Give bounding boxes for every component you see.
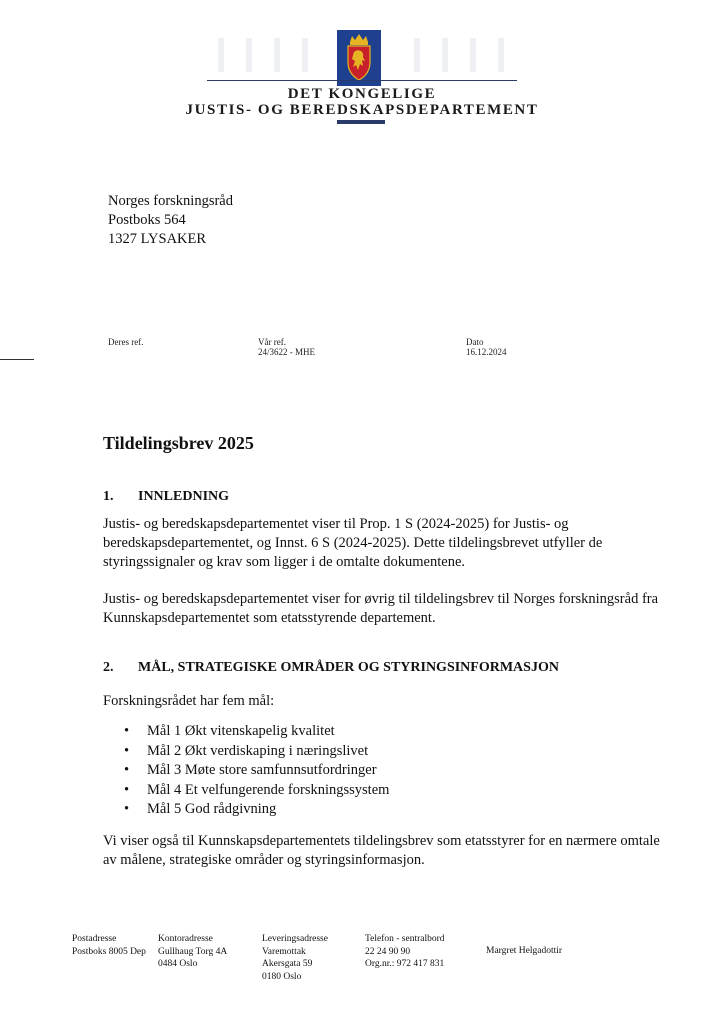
section-1-heading [103, 489, 229, 505]
section-1-paragraph-1: Justis- og beredskapsdepartementet viser til Prop. 1 S (2024-2025) for Justis- og beredskapsdepartementet, og Innst. 6 S (2024-2025). Dette tildelingsbrevet utfyller de styringssignaler og krav som ligger i de omtalte dokumentene. [103, 516, 603, 570]
var-ref-value: 24/3622 - MHE [258, 347, 315, 357]
reference-date [466, 337, 507, 357]
bullet-icon: • [124, 801, 130, 817]
footer-office-address [158, 933, 227, 971]
ministry-name-line1: DET KONGELIGE [287, 86, 437, 102]
goal-list [103, 722, 663, 820]
goal-text: Mål 5 God rådgivning [147, 801, 277, 817]
bullet-icon: • [124, 762, 130, 778]
section-1-title: INNLEDNING [138, 489, 230, 504]
list-item [103, 722, 663, 742]
section-1-paragraph-2: Justis- og beredskapsdepartementet viser for øvrig til tildelingsbrev til Norges forskningsråd fra Kunnskapsdepartementet som etatsstyrende departement. [103, 591, 659, 626]
footer-telephone [365, 933, 445, 971]
list-item [103, 742, 663, 762]
footer-postal-label: Postadresse [72, 934, 117, 944]
section-2-paragraph-2: Vi viser også til Kunnskapsdepartementets tildelingsbrev som etatsstyrer for en nærmere omtale av målene, strategiske områder og styringsinformasjon. [103, 833, 660, 868]
bullet-icon: • [124, 742, 130, 759]
goal-text: Mål 3 Møte store samfunnsutfordringer [147, 762, 377, 778]
reference-var [258, 337, 315, 357]
section-2-heading [103, 660, 559, 676]
footer-telephone-label: Telefon - sentralbord [365, 934, 445, 944]
norwegian-coat-of-arms-icon [337, 30, 381, 86]
document-title: Tildelingsbrev 2025 [103, 433, 254, 453]
footer-postal-address [72, 933, 146, 958]
ministry-name-line2: JUSTIS- OG BEREDSKAPSDEPARTEMENT [185, 102, 539, 118]
footer-delivery-address [262, 933, 328, 983]
footer-office-street: Gullhaug Torg 4A [158, 946, 228, 957]
footer-office-city: 0484 Oslo [158, 959, 198, 969]
footer-postal-value: Postboks 8005 Dep [72, 946, 146, 957]
footer-telephone-number: 22 24 90 90 [365, 946, 411, 957]
deres-ref-label: Deres ref. [108, 337, 144, 347]
section-2-intro: Forskningsrådet har fem mål: [103, 693, 275, 709]
letterhead-underline [337, 120, 385, 124]
footer-delivery-line1: Varemottak [262, 946, 306, 957]
section-1-number: 1. [103, 489, 114, 504]
var-ref-label: Vår ref. [258, 337, 286, 347]
reference-deres [108, 337, 143, 347]
goal-text: Mål 1 Økt vitenskapelig kvalitet [147, 723, 335, 739]
letterhead-rule [207, 80, 517, 81]
footer-delivery-label: Leveringsadresse [262, 934, 328, 944]
list-item [103, 761, 663, 781]
footer-delivery-city: 0180 Oslo [262, 971, 302, 982]
list-item [103, 781, 663, 801]
goal-text: Mål 4 Et velfungerende forskningssystem [147, 781, 390, 798]
bullet-icon: • [124, 723, 130, 739]
footer-office-label: Kontoradresse [158, 934, 213, 944]
date-value: 16.12.2024 [466, 347, 507, 357]
footer-case-officer: Margret Helgadottir [486, 946, 563, 956]
list-item [103, 800, 663, 820]
footer-org-number: Org.nr.: 972 417 831 [365, 959, 445, 969]
recipient-postcode-city: 1327 LYSAKER [108, 231, 207, 247]
bullet-icon: • [124, 781, 130, 798]
fold-mark [0, 359, 34, 360]
recipient-name: Norges forskningsråd [108, 193, 233, 209]
date-label: Dato [466, 337, 484, 347]
goal-text: Mål 2 Økt verdiskaping i næringslivet [147, 742, 369, 759]
section-2-number: 2. [103, 660, 114, 675]
footer-delivery-street: Akersgata 59 [262, 959, 313, 969]
section-2-title: MÅL, STRATEGISKE OMRÅDER OG STYRINGSINFORMASJON [138, 660, 559, 675]
recipient-postbox: Postboks 564 [108, 212, 186, 228]
recipient-address [108, 192, 233, 249]
